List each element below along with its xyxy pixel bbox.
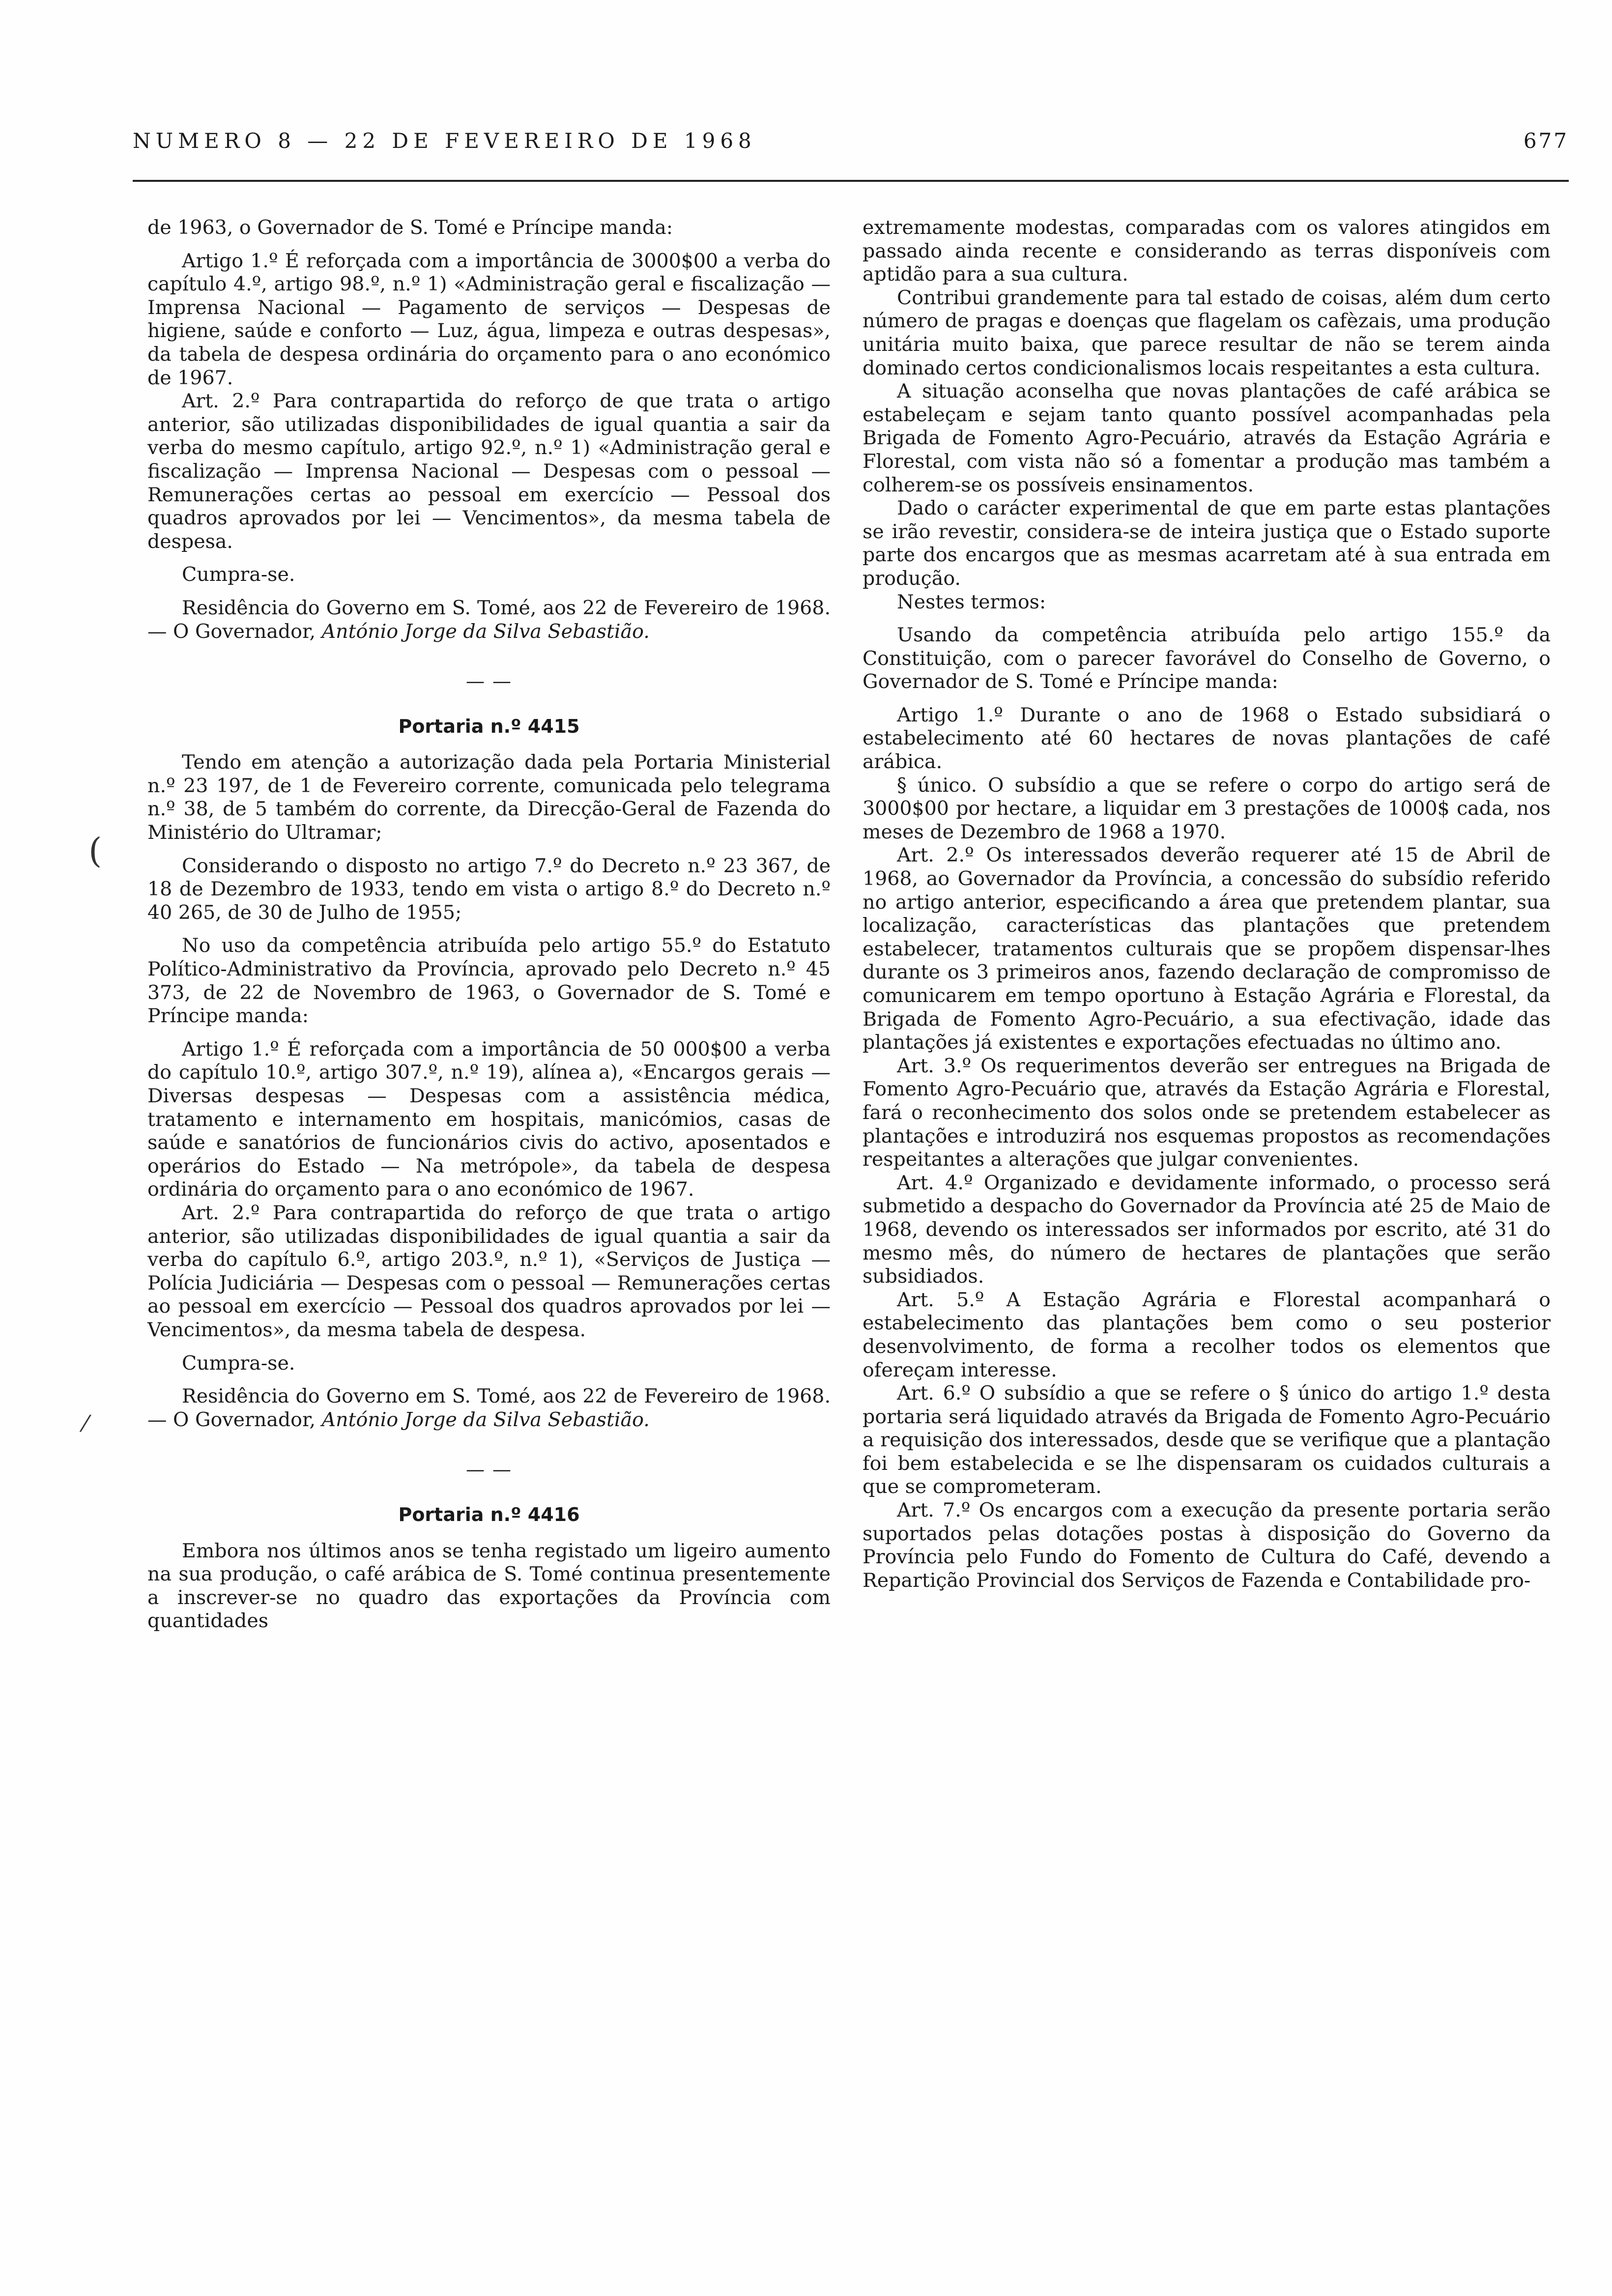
paragraph: Contribui grandemente para tal estado de coisas, além dum certo número de pragas e doenças que flagelam os cafèzais, uma produção unitária muito baixa, que parece resultar de não se terem ainda dominado certos condicionalismos locais respeitantes a esta cultura. <box>863 286 1551 379</box>
portaria-4415-paragraph: Tendo em atenção a autorização dada pela Portaria Ministerial n.º 23 197, de 1 de Fevereiro corrente, comunicada pelo telegrama n.º 38, de 5 também do corrente, da Direcção-Geral de Fazenda do Ministério do Ultramar; <box>147 751 831 844</box>
article-1: Artigo 1.º Durante o ano de 1968 o Estado subsidiará o estabelecimento até 60 hectares de novas plantações de café arábica. <box>863 703 1551 774</box>
residencia-text: Residência do Governo em S. Tomé, aos 22 de Fevereiro de 1968. — O Governador, <box>147 1385 831 1431</box>
portaria-number: 4415 <box>527 715 580 737</box>
portaria-4415-paragraph: No uso da competência atribuída pelo artigo 55.º do Estatuto Político-Administrativo da Província, aprovado pelo Decreto n.º 45 373, de 22 de Novembro de 1963, o Governador de S. Tomé e Príncipe manda: <box>147 934 831 1028</box>
portaria-number: 4416 <box>527 1503 580 1525</box>
cumpra-se: Cumpra-se. <box>182 1351 295 1375</box>
page-header <box>133 129 1569 163</box>
portaria-4415-article-1: Artigo 1.º É reforçada com a importância de 50 000$00 a verba do capítulo 10.º, artigo 307.º, n.º 19), alínea a), «Encargos gerais — Diversas despesas — Despesas com a assistência médica, tratamento e internamento em hospitais, manicómios, casas de saúde e sanatórios de funcionários civis do activo, aposentados e operários do Estado — Na metrópole», da tabela de despesa ordinária do orçamento para o ano económico de 1967. <box>147 1037 831 1201</box>
margin-bracket-mark: ( <box>88 831 102 871</box>
issue-title: NUMERO 8 — 22 DE FEVEREIRO DE 1968 <box>133 129 756 153</box>
article-2: Art. 2.º Para contrapartida do reforço de que trata o artigo anterior, são utilizadas disponibilidades de igual quantia a sair da verba do mesmo capítulo, artigo 92.º, n.º 1) «Administração geral e fiscalização — Imprensa Nacional — Despesas com o pessoal — Remunerações certas ao pessoal em exercício — Pessoal dos quadros aprovados por lei — Vencimentos», da mesma tabela de despesa. <box>147 390 831 553</box>
paragraph: Dado o carácter experimental de que em parte estas plantações se irão revestir, considera-se de inteira justiça que o Estado suporte parte dos encargos que as mesmas acarretam até à sua entrada em produção. <box>863 497 1551 590</box>
paragraph: Usando da competência atribuída pelo artigo 155.º da Constituição, com o parecer favorável do Conselho de Governo, o Governador de S. Tomé e Príncipe manda: <box>863 624 1551 693</box>
section-separator: — — <box>465 670 513 692</box>
header-rule <box>133 180 1569 182</box>
article-4: Art. 4.º Organizado e devidamente informado, o processo será submetido a despacho do Governador da Província até 25 de Maio de 1968, devendo os interessados ser informados por escrito, até 31 do mesmo mês, do número de hectares de plantações que serão subsidiados. <box>863 1171 1551 1288</box>
portaria-4416-paragraph: Embora nos últimos anos se tenha registado um ligeiro aumento na sua produção, o café arábica de S. Tomé continua presentemente a inscrever-se no quadro das exportações da Província com quantidades <box>147 1539 831 1633</box>
article-5: Art. 5.º A Estação Agrária e Florestal acompanhará o estabelecimento das plantações bem como o seu posterior desenvolvimento, de forma a recolher todos os elementos que ofereçam interesse. <box>863 1288 1551 1381</box>
article-6: Art. 6.º O subsídio a que se refere o § único do artigo 1.º desta portaria será liquidado através da Brigada de Fomento Agro-Pecuário a requisição dos interessados, desde que se verifique que a plantação foi bem estabelecida e se lhe dispensaram os cuidados culturais a que se comprometeram. <box>863 1382 1551 1498</box>
portaria-label: Portaria n.º <box>398 715 521 737</box>
paragraph: A situação aconselha que novas plantações de café arábica se estabeleçam e sejam tanto quanto possível acompanhadas pela Brigada de Fomento Agro-Pecuário, através da Estação Agrária e Florestal, com vista não só a fomentar a produção mas também a colherem-se os possíveis ensinamentos. <box>863 380 1551 496</box>
left-column <box>147 216 831 1633</box>
article-7: Art. 7.º Os encargos com a execução da presente portaria serão suportados pelas dotações postas à disposição do Governo da Província pelo Fundo do Fomento de Cultura do Café, devendo a Repartição Provincial dos Serviços de Fazenda e Contabilidade pro- <box>863 1499 1551 1592</box>
article-2: Art. 2.º Os interessados deverão requerer até 15 de Abril de 1968, ao Governador da Província, a concessão do subsídio referido no artigo anterior, especificando a área que pretendem plantar, sua localização, características das plantações que pretendem estabelecer, tratamentos culturais que se propõem dispensar-lhes durante os 3 primeiros anos, fazendo declaração de compromisso de comunicarem em tempo oportuno à Estação Agrária e Florestal, da Brigada de Fomento Agro-Pecuário, a sua efectivação, idade das plantações já existentes e exportações efectuadas no último ano. <box>863 844 1551 1054</box>
governor-name: António Jorge da Silva Sebastião. <box>321 1408 650 1431</box>
residencia-text: Residência do Governo em S. Tomé, aos 22 de Fevereiro de 1968. — O Governador, <box>147 596 831 643</box>
portaria-heading-4416 <box>147 1503 831 1527</box>
margin-handwritten-mark: ⁄ <box>84 1410 87 1437</box>
page-number: 677 <box>1523 129 1569 153</box>
residencia-signature <box>147 1385 831 1432</box>
paragraph: extremamente modestas, comparadas com os valores atingidos em passado ainda recente e considerando as terras disponíveis com aptidão para a sua cultura. <box>863 216 1551 286</box>
portaria-4415-article-2: Art. 2.º Para contrapartida do reforço de que trata o artigo anterior, são utilizadas disponibilidades de igual quantia a sair da verba do capítulo 6.º, artigo 203.º, n.º 1), «Serviços de Justiça — Polícia Judiciária — Despesas com o pessoal — Remunerações certas ao pessoal em exercício — Pessoal dos quadros aprovados por lei — Vencimentos», da mesma tabela de despesa. <box>147 1201 831 1341</box>
paragraph-unico: § único. O subsídio a que se refere o corpo do artigo será de 3000$00 por hectare, a liquidar em 3 prestações de 1000$ cada, nos meses de Dezembro de 1968 a 1970. <box>863 774 1551 843</box>
governor-name: António Jorge da Silva Sebastião. <box>321 620 650 643</box>
cumpra-se: Cumpra-se. <box>182 563 295 586</box>
article-3: Art. 3.º Os requerimentos deverão ser entregues na Brigada de Fomento Agro-Pecuário que, através da Estação Agrária e Florestal, fará o reconhecimento dos solos onde se pretendem estabelecer as plantações e introduzirá nos esquemas propostos as recomendações respeitantes a alterações que julgar convenientes. <box>863 1054 1551 1171</box>
article-1: Artigo 1.º É reforçada com a importância de 3000$00 a verba do capítulo 4.º, artigo 98.º, n.º 1) «Administração geral e fiscalização — Imprensa Nacional — Pagamento de serviços — Despesas de higiene, saúde e conforto — Luz, água, limpeza e outras despesas», da tabela de despesa ordinária do orçamento para o ano económico de 1967. <box>147 249 831 389</box>
right-column <box>863 216 1551 1592</box>
portaria-label: Portaria n.º <box>398 1503 521 1525</box>
intro-text: de 1963, o Governador de S. Tomé e Príncipe manda: <box>147 216 673 239</box>
portaria-heading-4415 <box>147 715 831 739</box>
portaria-4415-paragraph: Considerando o disposto no artigo 7.º do Decreto n.º 23 367, de 18 de Dezembro de 1933, tendo em vista o artigo 8.º do Decreto n.º 40 265, de 30 de Julho de 1955; <box>147 854 831 924</box>
section-separator: — — <box>465 1459 513 1481</box>
paragraph: Nestes termos: <box>897 590 1046 613</box>
residencia-signature <box>147 597 831 643</box>
